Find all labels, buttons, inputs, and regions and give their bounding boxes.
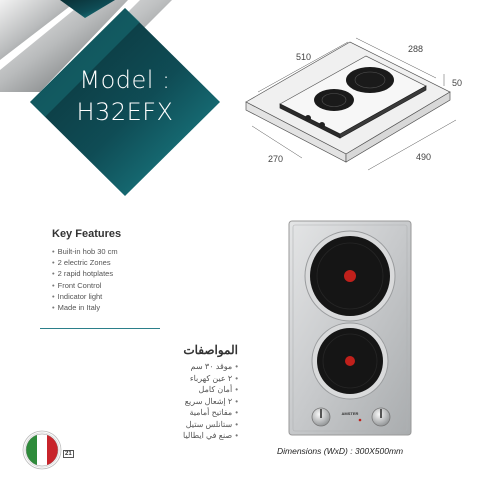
list-item: • مفاتيح أمامية <box>150 407 238 419</box>
indicator-light <box>359 419 362 422</box>
arabic-specs <box>150 343 238 442</box>
dimension-drawing <box>238 30 500 200</box>
list-item: • أمان كامل <box>150 384 238 396</box>
section-divider <box>40 328 160 329</box>
list-item: • ٢ إشعال سريع <box>150 396 238 408</box>
model-label: Model : <box>79 66 171 94</box>
list-item: • Made in Italy <box>52 302 118 313</box>
dimensions-caption: Dimensions (WxD) : 300X500mm <box>277 446 404 456</box>
italy-flag-badge <box>22 430 62 470</box>
arabic-specs-list <box>150 361 238 442</box>
list-item: • صنع في ايطاليا <box>150 430 238 442</box>
list-item: • Front Control <box>52 280 118 291</box>
hob-product-image <box>288 220 412 436</box>
hob-brand: AMSTER <box>341 411 359 416</box>
dim-height: 50 <box>452 78 463 88</box>
arabic-specs-title: المواصفات <box>183 343 238 357</box>
dim-cutout-depth: 270 <box>268 154 284 164</box>
key-features-list <box>52 246 118 313</box>
list-item: • ٢ عين كهرباء <box>150 373 238 385</box>
model-badge <box>0 0 230 220</box>
page-number: 21 <box>65 451 72 457</box>
list-item: • 2 electric Zones <box>52 257 118 268</box>
list-item: • موقد ٣٠ سم <box>150 361 238 373</box>
dim-cutout-width: 490 <box>416 152 432 162</box>
key-features-title: Key Features <box>52 228 122 240</box>
model-code: H32EFX <box>76 98 174 126</box>
list-item: • Built-in hob 30 cm <box>52 246 118 257</box>
list-item: • 2 rapid hotplates <box>52 268 118 279</box>
dim-depth-top: 288 <box>408 44 424 54</box>
list-item: • ستانلس ستيل <box>150 419 238 431</box>
list-item: • Indicator light <box>52 291 118 302</box>
dim-width-top: 510 <box>296 52 312 62</box>
